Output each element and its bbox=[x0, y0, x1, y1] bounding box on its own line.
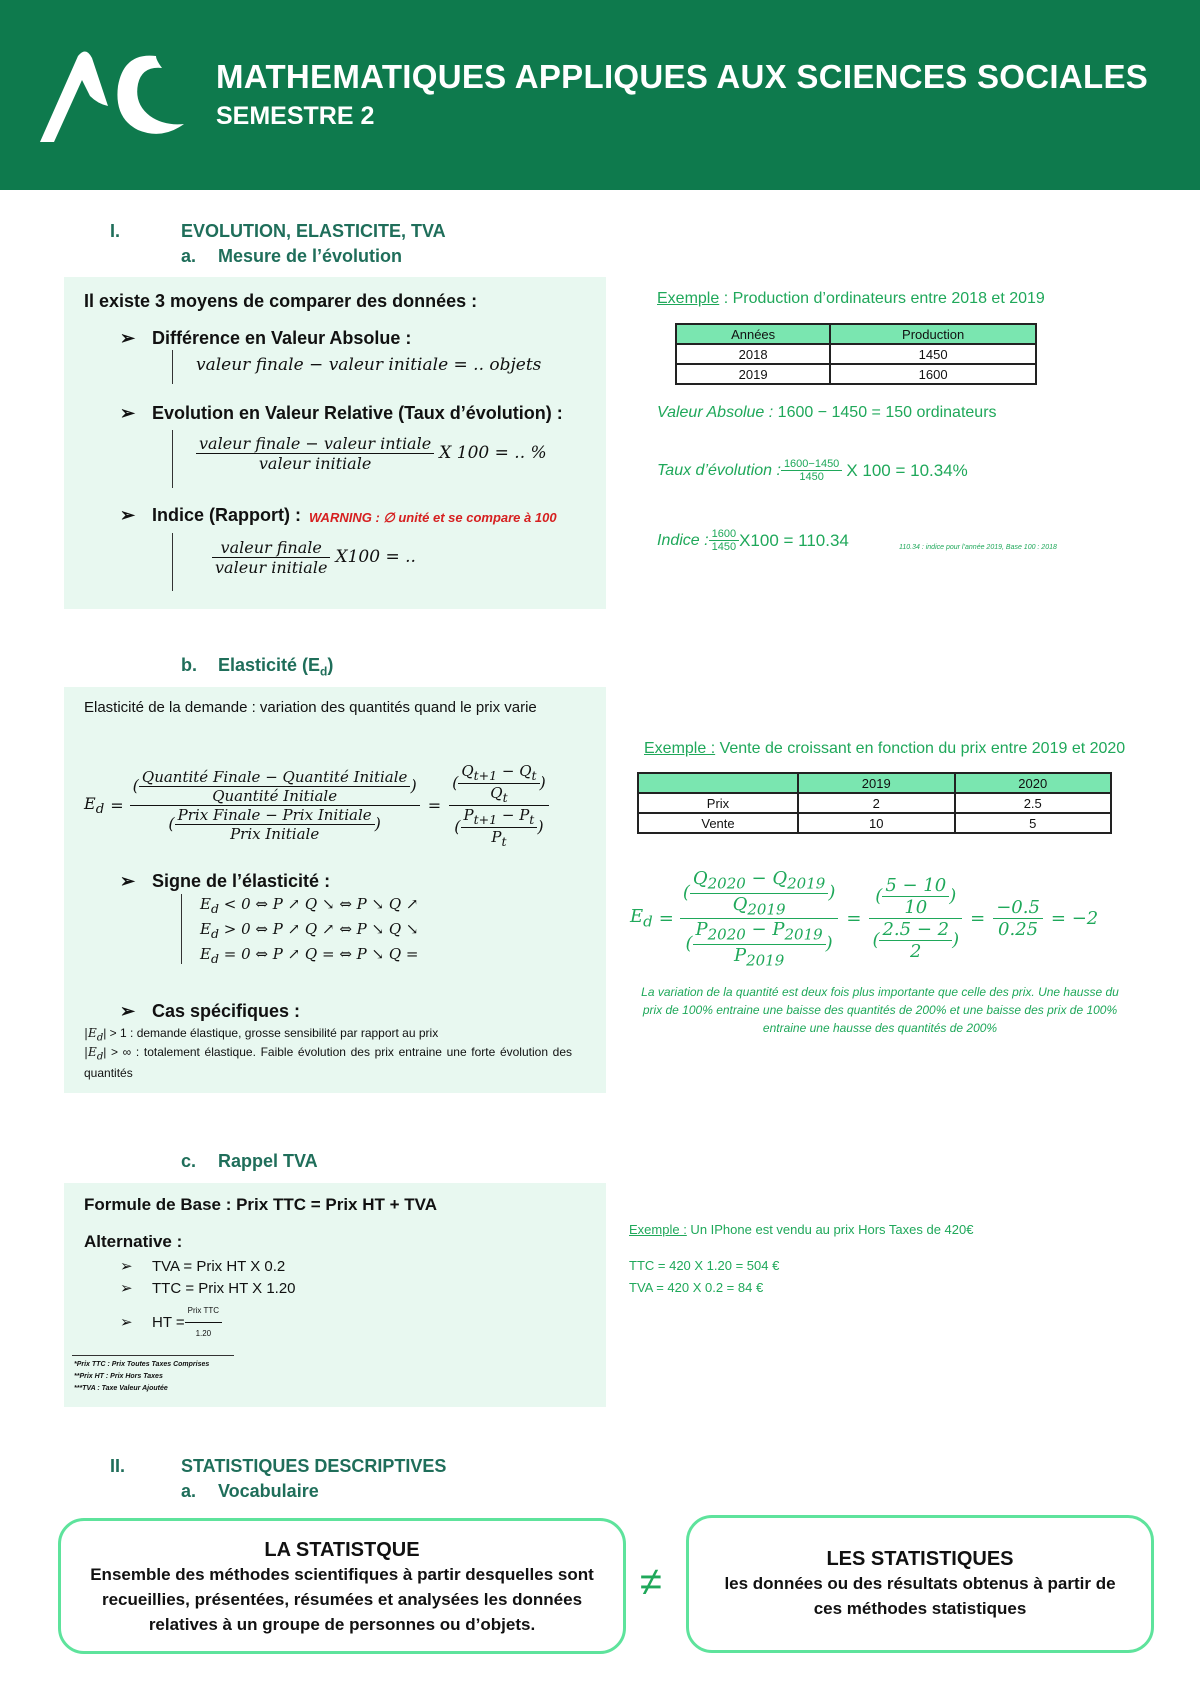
table-cell: 1600 bbox=[830, 364, 1036, 384]
short-q: Q bbox=[461, 762, 474, 780]
short-pden: P bbox=[491, 828, 502, 846]
ex-p2020-sub: 2020 bbox=[707, 925, 746, 944]
subsection-a-letter: a. bbox=[181, 246, 197, 266]
ex-r-den: 0.25 bbox=[998, 919, 1039, 941]
ed-sub: d bbox=[95, 802, 105, 818]
production-table bbox=[675, 323, 1037, 385]
ex-q2020-sub: 2020 bbox=[707, 874, 746, 893]
ht-denominator: 1.20 bbox=[195, 1329, 212, 1338]
subsection-b-title-end: ) bbox=[327, 655, 334, 675]
sign-rule-text: < 0 ⇔ P ↗ Q ↘ ⇔ P ↘ Q ↗ bbox=[218, 895, 419, 913]
example-label: Exemple : bbox=[644, 740, 716, 757]
example-iphone-heading bbox=[629, 1222, 973, 1237]
bullet-difference bbox=[120, 328, 411, 349]
subsection-b-title bbox=[218, 655, 333, 679]
index-tail: X100 = .. bbox=[335, 547, 416, 567]
relative-numerator: valeur finale − valeur intiale bbox=[196, 434, 434, 454]
table-header: 2020 bbox=[955, 773, 1112, 793]
sign-rules bbox=[200, 894, 419, 969]
short-p: P bbox=[463, 806, 474, 824]
formula-q-numerator: Quantité Finale − Quantité Initiale bbox=[139, 768, 411, 787]
short-p-sub2: t bbox=[529, 812, 535, 827]
card-statistique bbox=[58, 1518, 626, 1654]
list-item bbox=[120, 1278, 296, 1300]
ex-d2: 2 bbox=[910, 941, 922, 963]
table-cell: Prix bbox=[638, 793, 798, 813]
sign-rule: $E_d < 0$ ⇔ P ↗ Q ↘ ⇔ P ↘ Q ↗ bbox=[200, 895, 419, 916]
bullet-specific bbox=[120, 1001, 300, 1022]
tva-alternatives bbox=[120, 1256, 296, 1345]
short-p-sub: t+1 bbox=[473, 812, 498, 827]
ex-q2020: Q bbox=[692, 868, 708, 889]
index-warning: WARNING : ∅ unité et se compare à 100 bbox=[309, 510, 557, 525]
sign-rule-text: > 0 ⇔ P ↗ Q ↗ ⇔ P ↘ Q ↘ bbox=[218, 920, 419, 938]
relative-tail: X 100 = .. % bbox=[439, 443, 547, 463]
ex-p2019: P bbox=[733, 944, 747, 966]
subsection-b-title-sub: d bbox=[320, 664, 328, 679]
card-title: LA STATISTQUE bbox=[264, 1539, 420, 1561]
example-text: Vente de croissant en fonction du prix entre 2019 et 2020 bbox=[715, 740, 1126, 757]
table-cell: 2 bbox=[798, 793, 955, 813]
bullet-arrow-icon: ➢ bbox=[120, 505, 136, 525]
example-text: Un IPhone est vendu au prix Hors Taxes de 420€ bbox=[686, 1222, 974, 1237]
index-denominator: valeur initiale bbox=[215, 558, 328, 577]
specific-case-2-text: | > ∞ : totalement élastique. Faible évolution des prix entraine une forte évolution des quantités bbox=[84, 1045, 572, 1081]
subsection-c-title: Rappel TVA bbox=[218, 1151, 318, 1171]
example-croissant-heading bbox=[644, 740, 1125, 758]
ex-q2019-sub: 2019 bbox=[747, 900, 786, 919]
ex-q2019-sub: 2019 bbox=[787, 874, 826, 893]
formula-p-denominator: Prix Initiale bbox=[230, 825, 320, 843]
relative-denominator: valeur initiale bbox=[258, 454, 372, 473]
tva-footnotes bbox=[74, 1359, 209, 1395]
relative-label: Evolution en Valeur Relative (Taux d’évolution) : bbox=[152, 403, 563, 423]
bullet-arrow-icon: ➢ bbox=[120, 871, 136, 891]
list-item bbox=[120, 1256, 296, 1278]
sign-rule: $E_d > 0$ ⇔ P ↗ Q ↗ ⇔ P ↘ Q ↘ bbox=[200, 920, 419, 941]
ex-q2019: Q bbox=[732, 893, 748, 915]
example-index-numerator: 1600 bbox=[709, 528, 739, 541]
formula-p-numerator: Prix Finale − Prix Initiale bbox=[175, 806, 375, 825]
short-q-tail: − Q bbox=[497, 762, 532, 780]
example-rate-tail: X 100 = 10.34% bbox=[846, 460, 968, 480]
example-absolute-formula: 1600 − 1450 = 150 ordinateurs bbox=[777, 404, 997, 421]
bullet-arrow-icon: ➢ bbox=[120, 1001, 136, 1021]
footnote: *Prix TTC : Prix Toutes Taxes Comprises bbox=[74, 1361, 210, 1368]
list-item bbox=[120, 1300, 296, 1345]
table-cell: 2019 bbox=[676, 364, 830, 384]
example-production-heading bbox=[657, 290, 1045, 308]
subsection-2a-letter: a. bbox=[181, 1481, 197, 1501]
formula-q-denominator: Quantité Initiale bbox=[212, 787, 338, 805]
ex-p2019: P bbox=[772, 919, 785, 941]
tva-base-formula: Formule de Base : Prix TTC = Prix HT + TVA bbox=[84, 1195, 437, 1214]
footnote: **Prix HT : Prix Hors Taxes bbox=[74, 1373, 163, 1380]
elasticity-formula: $E_d$ = ( $\frac{\text{Quantité Finale − Quantité Initiale}}{\text{Quantité Initiale}}$ ) ( $\frac{\text{Prix Finale − Prix Initiale}}{\text{Prix Initiale}}$ ) = ( $\frac{Q_{t+1} - Q_t}{Q_t}$ ) ( $\frac{P_{t+1} - P_t}{P_t}$ ) bbox=[84, 762, 549, 849]
card-statistiques bbox=[686, 1515, 1154, 1653]
divider-line bbox=[172, 430, 173, 488]
example-rate-numerator: 1600−1450 bbox=[781, 458, 842, 471]
section-2-title: STATISTIQUES DESCRIPTIVES bbox=[181, 1456, 447, 1476]
short-qden-sub: t bbox=[502, 790, 508, 805]
sign-label: Signe de l’élasticité : bbox=[152, 871, 331, 891]
difference-formula: valeur finale − valeur initiale = .. objets bbox=[196, 355, 542, 375]
bullet-index bbox=[120, 505, 301, 526]
example-text: : Production d’ordinateurs entre 2018 et 2019 bbox=[719, 290, 1045, 307]
bullet-arrow-icon: ➢ bbox=[120, 1280, 133, 1297]
table-header bbox=[638, 773, 798, 793]
ex-p2020: P bbox=[695, 919, 708, 941]
card-title: LES STATISTIQUES bbox=[826, 1548, 1014, 1570]
specific-case-1: $|E_d| > 1$ : demande élastique, grosse sensibilité par rapport au prix bbox=[84, 1026, 439, 1044]
document-subtitle: SEMESTRE 2 bbox=[216, 102, 375, 130]
card-body: les données ou des résultats obtenus à partir de ces méthodes statistiques bbox=[724, 1574, 1116, 1618]
document-title: MATHEMATIQUES APPLIQUES AUX SCIENCES SOCIALES bbox=[216, 58, 1149, 95]
ht-numerator: Prix TTC bbox=[185, 1300, 222, 1323]
example-ttc: TTC = 420 X 1.20 = 504 € bbox=[629, 1258, 780, 1273]
ex-d1: 10 bbox=[904, 897, 928, 919]
subsection-a-title: Mesure de l’évolution bbox=[218, 246, 403, 266]
table-cell: 2.5 bbox=[955, 793, 1112, 813]
example-tva: TVA = 420 X 0.2 = 84 € bbox=[629, 1280, 764, 1295]
short-p-tail: − P bbox=[497, 806, 530, 824]
short-pden-sub: t bbox=[501, 834, 507, 849]
index-numerator: valeur finale bbox=[212, 538, 330, 558]
bullet-sign bbox=[120, 871, 330, 892]
ex-n2: 2.5 − 2 bbox=[879, 919, 952, 941]
ex-q2019: Q bbox=[772, 868, 788, 889]
example-rate bbox=[657, 458, 968, 483]
table-header: Années bbox=[676, 324, 830, 344]
evolution-intro: Il existe 3 moyens de comparer des données : bbox=[84, 291, 478, 311]
ed-letter: E bbox=[84, 793, 96, 813]
footnote: ***TVA : Taxe Valeur Ajoutée bbox=[74, 1385, 168, 1392]
ex-r-num: −0.5 bbox=[993, 897, 1043, 919]
example-index bbox=[657, 528, 849, 553]
table-cell: 10 bbox=[798, 813, 955, 833]
bullet-arrow-icon: ➢ bbox=[120, 328, 136, 348]
example-elasticity-formula: $E_d$ = ( $\frac{Q_{2020} - Q_{2019}}{Q_{2019}}$ ) ( $\frac{P_{2020} - P_{2019}}{P_{2019}}$ ) = ( $\frac{5 - 10}{10}$ ) ( $\frac{2.5 - 2}{2}$ ) = $\frac{-0.5}{0.25}$ = −2 bbox=[630, 868, 1099, 970]
example-absolute bbox=[657, 404, 997, 422]
footnote-divider bbox=[72, 1355, 234, 1356]
example-index-tail: X100 = 110.34 bbox=[739, 530, 849, 550]
elasticity-definition: Elasticité de la demande : variation des quantités quand le prix varie bbox=[84, 699, 537, 716]
subsection-c-letter: c. bbox=[181, 1151, 197, 1171]
example-index-denominator: 1450 bbox=[711, 541, 737, 553]
section-1-title: EVOLUTION, ELASTICITE, TVA bbox=[181, 221, 446, 241]
specific-case-2: $|E_d|$ > ∞ : totalement élastique. Faible évolution des prix entraine une forte évolution des quantités bbox=[84, 1045, 572, 1081]
table-cell: 1450 bbox=[830, 344, 1036, 364]
bullet-arrow-icon: ➢ bbox=[120, 403, 136, 423]
table-header: 2019 bbox=[798, 773, 955, 793]
table-header: Production bbox=[830, 324, 1036, 344]
example-absolute-label: Valeur Absolue : bbox=[657, 404, 778, 421]
bullet-relative bbox=[120, 403, 563, 424]
short-qden: Q bbox=[490, 784, 503, 802]
bullet-arrow-icon: ➢ bbox=[120, 1313, 133, 1331]
ex-p2019-sub: 2019 bbox=[746, 951, 785, 970]
example-index-label: Indice : bbox=[657, 531, 709, 549]
ht-label: HT = bbox=[152, 1313, 185, 1331]
logo-icon bbox=[38, 46, 188, 146]
section-2-number: II. bbox=[110, 1456, 126, 1476]
sign-rule: $E_d = 0$ ⇔ P ↗ Q = ⇔ P ↘ Q = bbox=[200, 945, 419, 966]
sign-rule-text: = 0 ⇔ P ↗ Q = ⇔ P ↘ Q = bbox=[218, 945, 419, 963]
tva-item: TTC = Prix HT X 1.20 bbox=[152, 1280, 296, 1297]
ex-p2019-sub: 2019 bbox=[784, 925, 823, 944]
example-iphone-results bbox=[629, 1255, 779, 1299]
table-cell: Vente bbox=[638, 813, 798, 833]
example-label: Exemple bbox=[657, 290, 720, 307]
specific-case-1-text: | > 1 : demande élastique, grosse sensibilité par rapport au prix bbox=[103, 1026, 439, 1040]
subsection-b-title-text: Elasticité (E bbox=[218, 655, 321, 675]
croissant-table bbox=[637, 772, 1112, 834]
index-label: Indice (Rapport) : bbox=[152, 505, 301, 525]
table-cell: 5 bbox=[955, 813, 1112, 833]
relative-formula bbox=[196, 434, 547, 473]
subsection-2a-title: Vocabulaire bbox=[218, 1481, 319, 1501]
example-conclusion: La variation de la quantité est deux fois plus importante que celle des prix. Une hausse du prix de 100% entraine une baisse des quantités de 200% et une baisse des prix de 100% entraine une hausse des quantités de 200% bbox=[641, 985, 1119, 1035]
divider-line bbox=[172, 533, 173, 591]
ex-result: = −2 bbox=[1050, 908, 1099, 930]
difference-label: Différence en Valeur Absolue : bbox=[152, 328, 412, 348]
ed-symbol bbox=[84, 794, 104, 817]
example-rate-denominator: 1450 bbox=[799, 471, 824, 483]
example-rate-label: Taux d’évolution : bbox=[657, 461, 781, 479]
divider-line bbox=[181, 894, 182, 964]
example-label: Exemple : bbox=[629, 1222, 687, 1237]
ex-n1: 5 − 10 bbox=[882, 875, 949, 897]
index-formula bbox=[212, 538, 416, 577]
short-q-sub2: t bbox=[531, 768, 537, 783]
section-1-number: I. bbox=[110, 221, 121, 241]
card-body: Ensemble des méthodes scientifiques à partir desquelles sont recueillies, présentées, résumées et analysées les données relatives à un groupe de personnes ou d’objets. bbox=[90, 1565, 594, 1634]
specific-label: Cas spécifiques : bbox=[152, 1001, 301, 1021]
subsection-b-letter: b. bbox=[181, 655, 197, 675]
bullet-arrow-icon: ➢ bbox=[120, 1258, 133, 1275]
tva-item: TVA = Prix HT X 0.2 bbox=[152, 1258, 286, 1275]
short-q-sub: t+1 bbox=[473, 768, 498, 783]
not-equal-icon: ≠ bbox=[640, 1560, 662, 1604]
example-index-note: 110.34 : indice pour l’année 2019, Base 100 : 2018 bbox=[899, 544, 1057, 551]
table-cell: 2018 bbox=[676, 344, 830, 364]
divider-line bbox=[172, 350, 173, 384]
tva-alternative-label: Alternative : bbox=[84, 1232, 183, 1251]
